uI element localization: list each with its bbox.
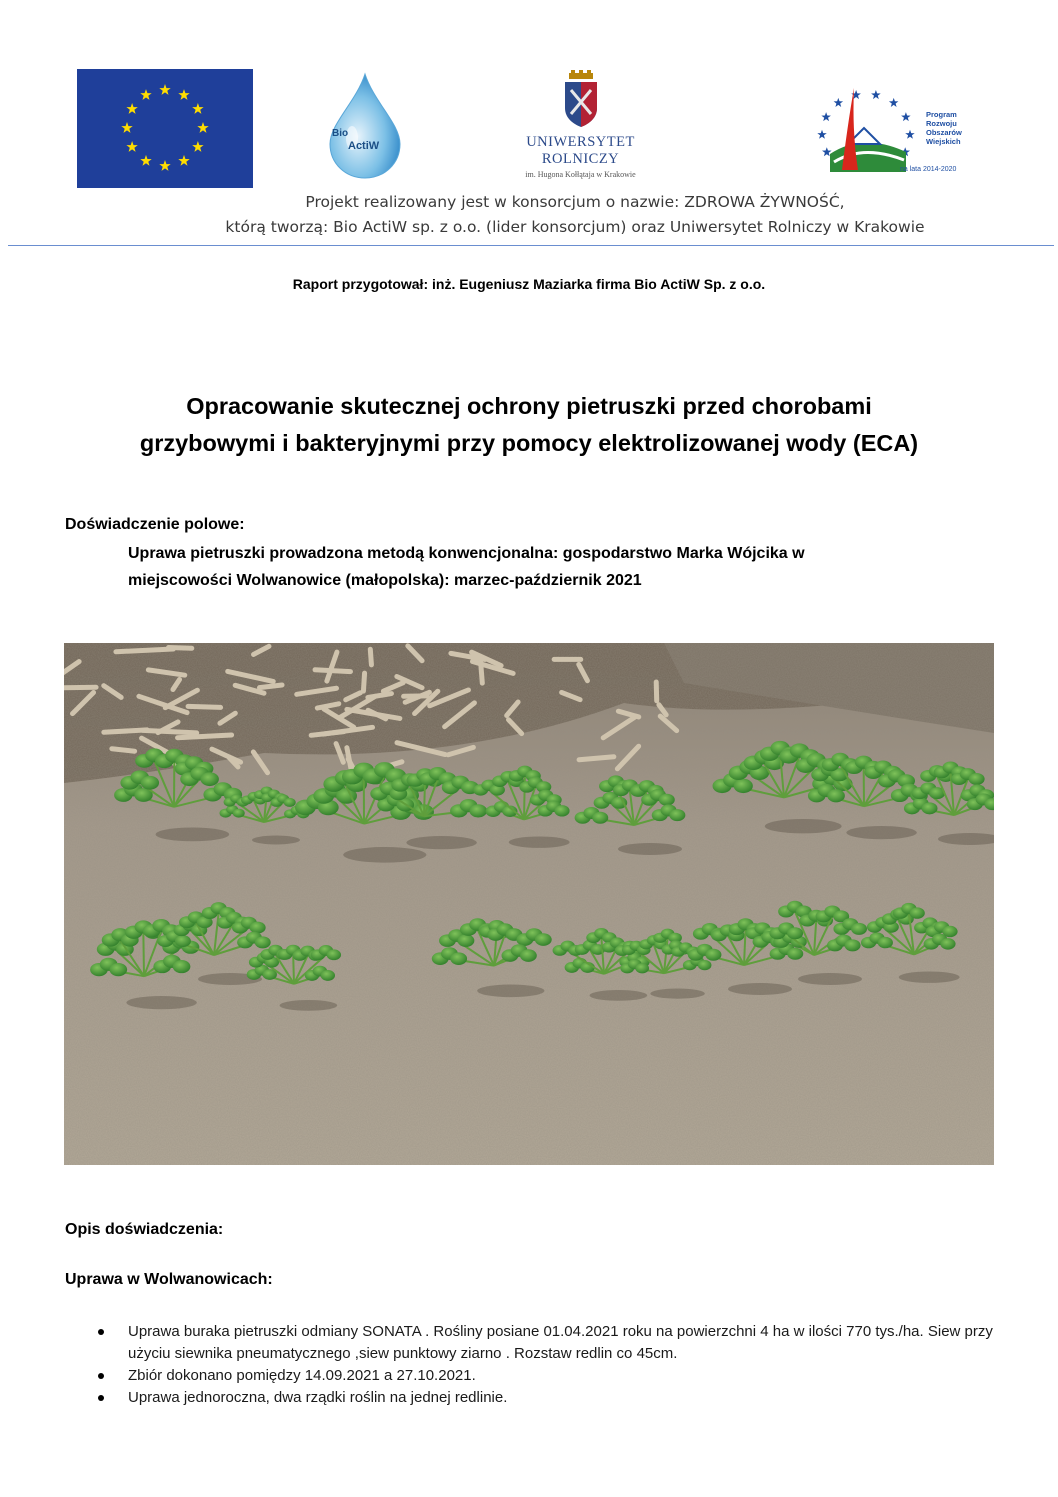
bullet-item: Uprawa jednoroczna, dwa rządki roślin na jednej redlinie.: [95, 1387, 995, 1409]
title-line-2: grzybowymi i bakteryjnymi przy pomocy elektrolizowanej wody (ECA): [139, 430, 919, 456]
prow-star-icon: [821, 112, 831, 121]
title-line-1: Opracowanie skutecznej ochrony pietruszki przed chorobami: [186, 393, 872, 419]
actiw-logo-text: ActiW: [348, 140, 380, 152]
straw-piece: [178, 735, 232, 738]
prow-star-icon: [871, 90, 881, 99]
parsley-field-photo: [64, 643, 994, 1165]
consortium-line-1: Projekt realizowany jest w konsorcjum o nazwie: ZDROWA ŻYWNOŚĆ,: [305, 193, 845, 211]
page-title: [40, 388, 1018, 462]
prow-line-3: Obszarów: [926, 128, 962, 137]
bullet-item: Zbiór dokonano pomiędzy 14.09.2021 a 27.10.2021.: [95, 1365, 995, 1387]
prow-line-1: Program: [926, 110, 957, 119]
eu-star-icon: [126, 141, 137, 152]
description-bullets: [95, 1321, 995, 1409]
header-divider: [8, 245, 1054, 246]
straw-piece: [116, 649, 173, 652]
experiment-line-1: Uprawa pietruszki prowadzona metodą konwencjonalna: gospodarstwo Marka Wójcika w: [128, 545, 805, 562]
eu-star-icon: [126, 103, 137, 114]
eu-star-icon: [192, 141, 203, 152]
eu-star-icon: [197, 122, 208, 133]
straw-piece: [64, 687, 96, 688]
prow-star-icon: [905, 130, 915, 139]
description-heading: Opis doświadczenia:: [65, 1221, 224, 1238]
prow-logo: [808, 82, 978, 182]
prow-line-2: Rozwoju: [926, 119, 957, 128]
straw-piece: [143, 730, 197, 732]
eu-star-icon: [192, 103, 203, 114]
prow-star-icon: [889, 98, 899, 107]
eu-star-icon: [140, 89, 151, 100]
straw-piece: [370, 649, 371, 665]
consortium-line-2: którą tworzą: Bio ActiW sp. z o.o. (lider konsorcjum) oraz Uniwersytet Rolniczy w Krakowie: [225, 218, 925, 236]
prow-star-icon: [834, 98, 844, 107]
university-crest-icon: [561, 70, 601, 128]
eu-star-icon: [178, 155, 189, 166]
bio-actiw-logo: [326, 72, 404, 180]
straw-piece: [315, 670, 350, 672]
straw-piece: [112, 749, 135, 751]
eu-star-icon: [178, 89, 189, 100]
eu-star-icon: [140, 155, 151, 166]
experiment-line-2: miejscowości Wolwanowice (małopolska): marzec-październik 2021: [128, 572, 642, 589]
report-author: Raport przygotował: inż. Eugeniusz Maziarka firma Bio ActiW Sp. z o.o.: [292, 276, 766, 292]
straw-piece: [363, 673, 364, 691]
eu-star-icon: [159, 160, 170, 171]
straw-piece: [579, 757, 614, 760]
university-subtitle: im. Hugona Kołłątaja w Krakowie: [525, 170, 636, 179]
straw-piece: [104, 730, 147, 732]
eu-star-icon: [159, 84, 170, 95]
bullet-item: Uprawa buraka pietruszki odmiany SONATA . Rośliny posiane 01.04.2021 roku na powierzchni 4 ha w ilości 770 tys./ha. Siew przy użyciu siewnika pneumatycznego ,siew punktowy ziarno . Rozstaw redlin co 45cm.: [95, 1321, 995, 1365]
prow-star-icon: [817, 130, 827, 139]
university-name: UNIWERSYTET ROLNICZY: [526, 134, 635, 167]
straw-piece: [188, 706, 221, 707]
experiment-description: [128, 540, 1008, 594]
prow-line-4: Wiejskich: [926, 137, 961, 146]
university-logo: [488, 70, 673, 179]
bio-logo-text: Bio: [332, 128, 349, 139]
eu-star-icon: [121, 122, 132, 133]
straw-piece: [259, 685, 282, 688]
straw-piece: [169, 647, 192, 648]
description-subheading: Uprawa w Wolwanowicach:: [65, 1271, 273, 1288]
experiment-heading: Doświadczenie polowe:: [65, 516, 245, 533]
eu-flag-icon: [77, 69, 253, 188]
prow-years: na lata 2014-2020: [900, 166, 957, 173]
prow-star-icon: [901, 112, 911, 121]
